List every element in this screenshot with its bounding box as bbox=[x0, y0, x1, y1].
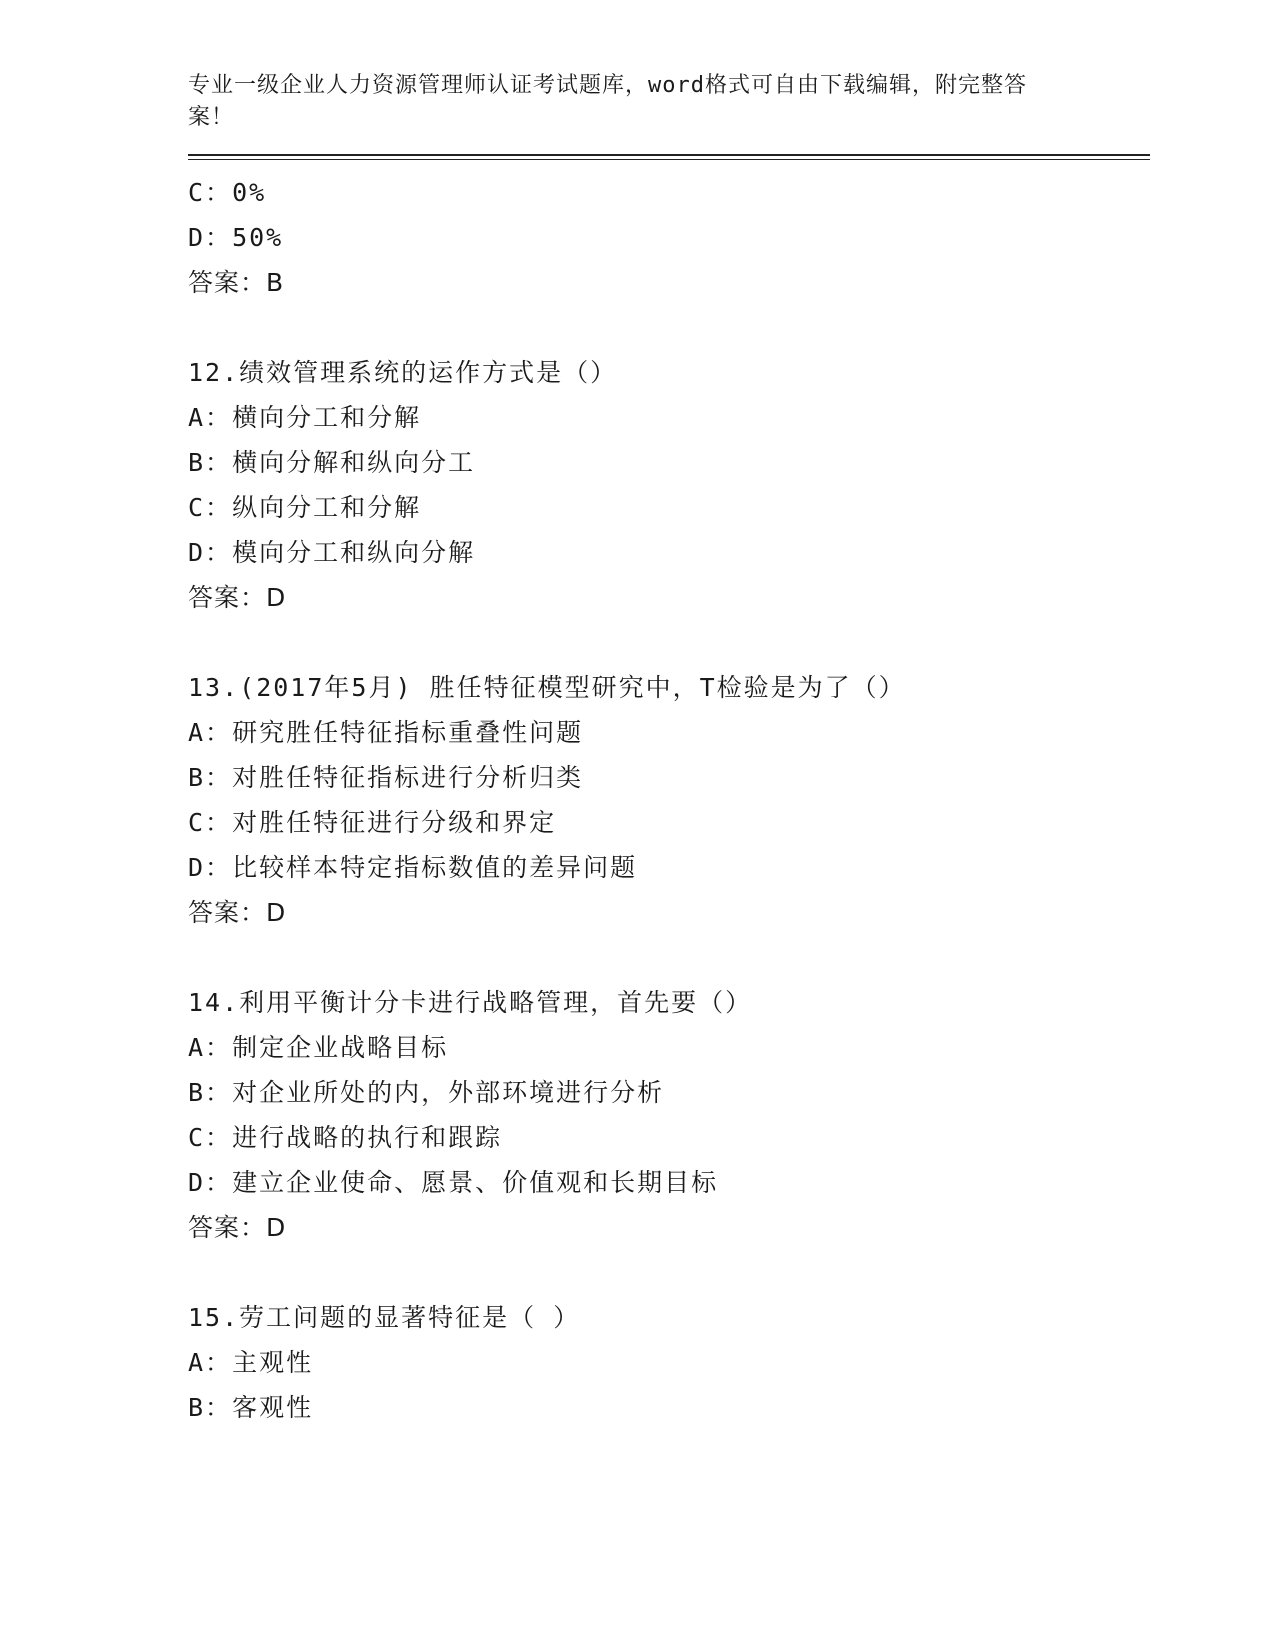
answer-line: 答案：D bbox=[188, 898, 287, 927]
option-text: 50% bbox=[232, 223, 284, 252]
spacer bbox=[188, 620, 1148, 665]
question-stem-13: 13.(2017年5月) 胜任特征模型研究中，T检验是为了（） bbox=[188, 673, 906, 702]
option-text: 对胜任特征进行分级和界定 bbox=[232, 808, 557, 837]
option-label: B： bbox=[188, 763, 233, 792]
answer-line: 答案：D bbox=[188, 583, 287, 612]
spacer bbox=[188, 935, 1148, 980]
divider-line-thick bbox=[188, 154, 1150, 156]
document-page bbox=[188, 70, 1148, 1430]
option-a-line bbox=[188, 710, 1148, 755]
option-text: 主观性 bbox=[232, 1348, 314, 1377]
option-text: 对胜任特征指标进行分析归类 bbox=[232, 763, 584, 792]
option-label: D： bbox=[188, 1168, 233, 1197]
question-stem-14: 14.利用平衡计分卡进行战略管理，首先要（） bbox=[188, 988, 753, 1017]
option-label: C： bbox=[188, 1123, 233, 1152]
spacer bbox=[188, 1250, 1148, 1295]
option-label: C： bbox=[188, 178, 233, 207]
option-text: 对企业所处的内，外部环境进行分析 bbox=[232, 1078, 665, 1107]
option-c-line bbox=[188, 485, 1148, 530]
option-text: 横向分解和纵向分工 bbox=[232, 448, 476, 477]
option-label: D： bbox=[188, 538, 233, 567]
spacer bbox=[188, 305, 1148, 350]
document-header: 专业一级企业人力资源管理师认证考试题库，word格式可自由下载编辑，附完整答案！ bbox=[188, 73, 1027, 130]
option-label: B： bbox=[188, 1078, 233, 1107]
option-label: D： bbox=[188, 853, 233, 882]
option-a-line bbox=[188, 1025, 1148, 1070]
option-label: C： bbox=[188, 493, 233, 522]
option-label: B： bbox=[188, 1393, 233, 1422]
option-label: A： bbox=[188, 1033, 233, 1062]
option-text: 横向分工和分解 bbox=[232, 403, 422, 432]
option-text: 研究胜任特征指标重叠性问题 bbox=[232, 718, 584, 747]
option-b-line bbox=[188, 755, 1148, 800]
option-d-line bbox=[188, 845, 1148, 890]
option-text: 纵向分工和分解 bbox=[232, 493, 422, 522]
option-label: B： bbox=[188, 448, 233, 477]
option-d-line bbox=[188, 530, 1148, 575]
option-text: 模向分工和纵向分解 bbox=[232, 538, 476, 567]
answer-line: 答案：D bbox=[188, 1213, 287, 1242]
option-label: A： bbox=[188, 718, 233, 747]
option-label: A： bbox=[188, 403, 233, 432]
option-b-line bbox=[188, 1385, 1148, 1430]
option-text: 0% bbox=[232, 178, 267, 207]
answer-line: 答案：B bbox=[188, 268, 285, 297]
option-c-line bbox=[188, 1115, 1148, 1160]
option-label: C： bbox=[188, 808, 233, 837]
divider-line-thin bbox=[188, 159, 1150, 160]
question-stem-15: 15.劳工问题的显著特征是（ ） bbox=[188, 1303, 581, 1332]
option-text: 制定企业战略目标 bbox=[232, 1033, 449, 1062]
option-label: A： bbox=[188, 1348, 233, 1377]
option-text: 进行战略的执行和跟踪 bbox=[232, 1123, 503, 1152]
option-a-line bbox=[188, 395, 1148, 440]
header-divider bbox=[188, 154, 1150, 160]
option-a-line bbox=[188, 1340, 1148, 1385]
question-stem-12: 12.绩效管理系统的运作方式是（） bbox=[188, 358, 618, 387]
option-text: 建立企业使命、愿景、价值观和长期目标 bbox=[232, 1168, 719, 1197]
question-list bbox=[188, 170, 1148, 1430]
option-label: D： bbox=[188, 223, 233, 252]
option-d-line bbox=[188, 215, 1148, 260]
option-d-line bbox=[188, 1160, 1148, 1205]
option-text: 比较样本特定指标数值的差异问题 bbox=[232, 853, 638, 882]
option-b-line bbox=[188, 1070, 1148, 1115]
option-b-line bbox=[188, 440, 1148, 485]
option-c-line bbox=[188, 170, 1148, 215]
option-c-line bbox=[188, 800, 1148, 845]
option-text: 客观性 bbox=[232, 1393, 314, 1422]
